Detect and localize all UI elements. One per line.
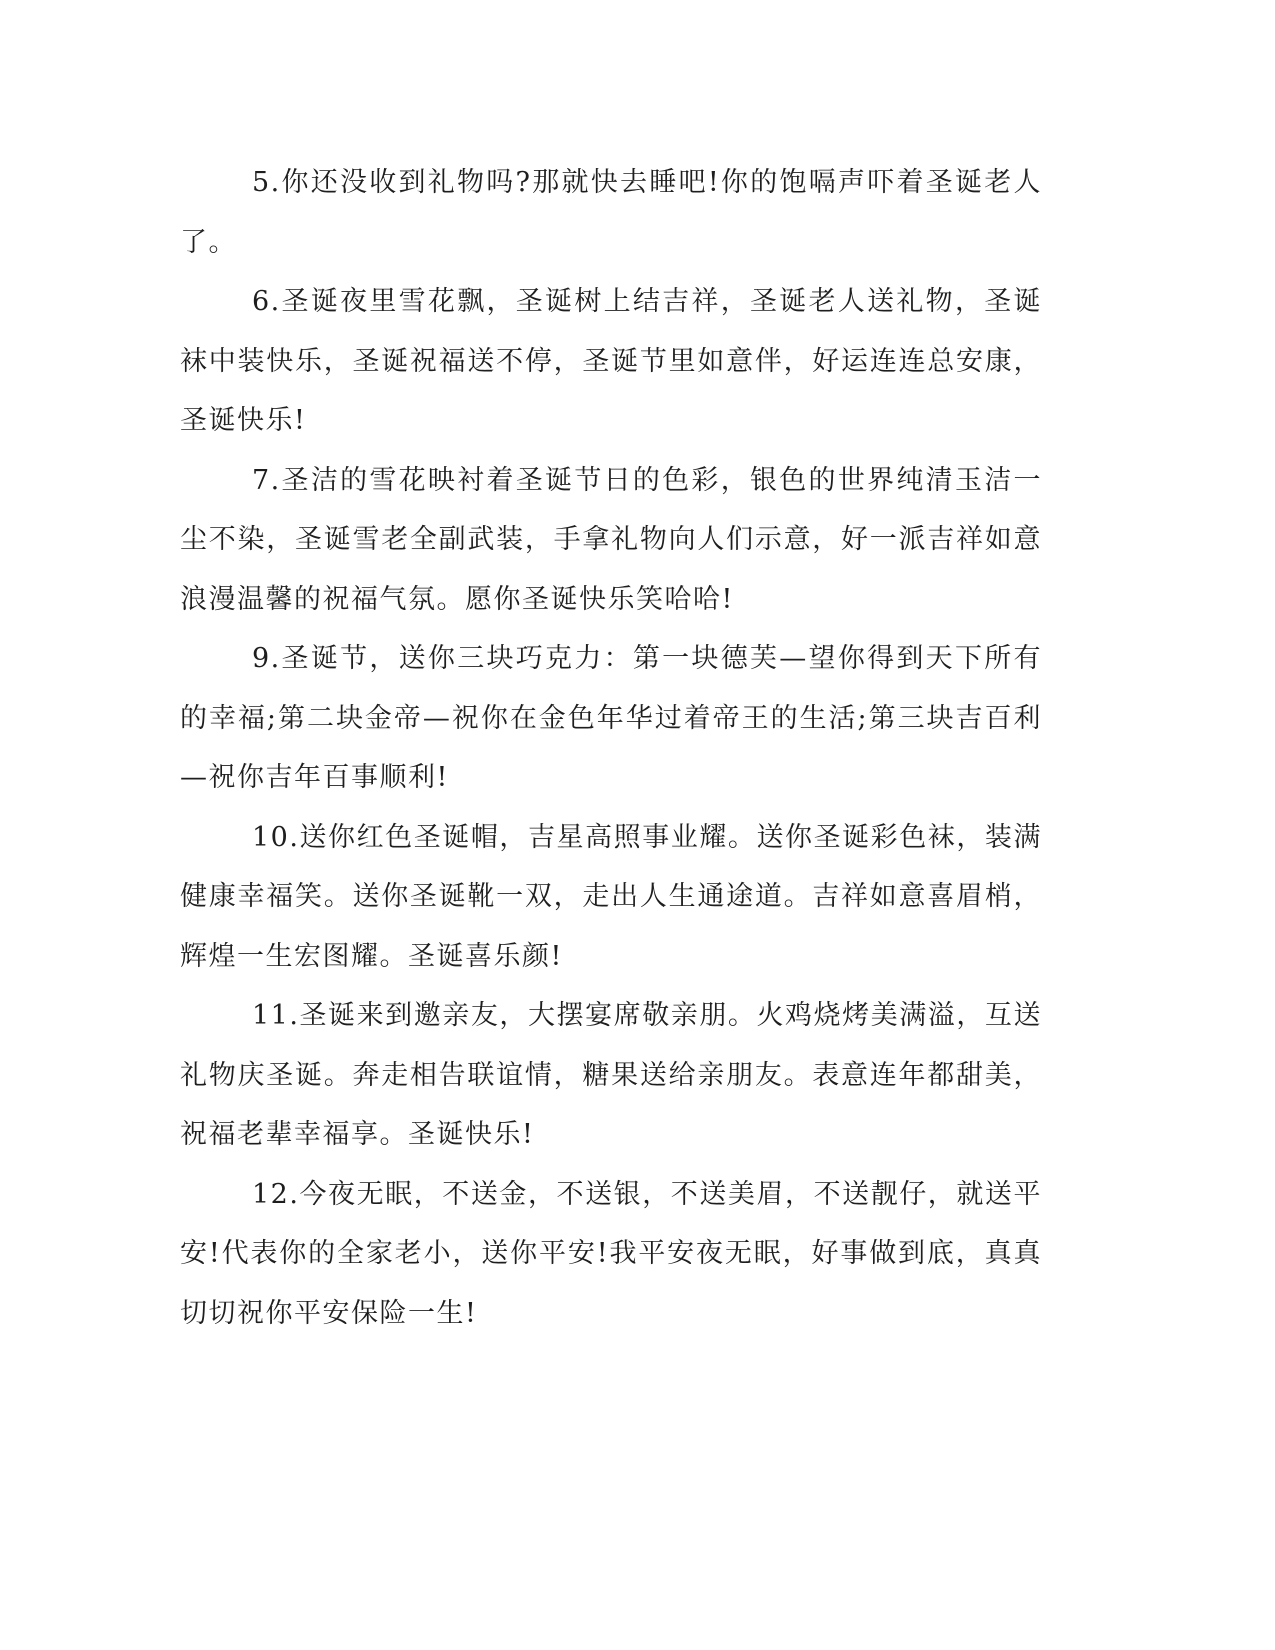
paragraph-12: 12.今夜无眠，不送金，不送银，不送美眉，不送靓仔，就送平安!代表你的全家老小，送你平安!我平安夜无眠，好事做到底，真真切切祝你平安保险一生! <box>180 1178 1042 1329</box>
paragraph-9: 9.圣诞节，送你三块巧克力：第一块德芙—望你得到天下所有的幸福;第二块金帝—祝你在金色年华过着帝王的生活;第三块吉百利—祝你吉年百事顺利! <box>180 643 1042 793</box>
document-body <box>180 153 1042 1343</box>
paragraph-10: 10.送你红色圣诞帽，吉星高照事业耀。送你圣诞彩色袜，装满健康幸福笑。送你圣诞靴一双，走出人生通途道。吉祥如意喜眉梢，辉煌一生宏图耀。圣诞喜乐颜! <box>180 821 1042 972</box>
paragraph-6: 6.圣诞夜里雪花飘，圣诞树上结吉祥，圣诞老人送礼物，圣诞袜中装快乐，圣诞祝福送不停，圣诞节里如意伴，好运连连总安康，圣诞快乐! <box>180 286 1042 436</box>
paragraph-11: 11.圣诞来到邀亲友，大摆宴席敬亲朋。火鸡烧烤美满溢，互送礼物庆圣诞。奔走相告联谊情，糖果送给亲朋友。表意连年都甜美，祝福老辈幸福享。圣诞快乐! <box>180 1000 1042 1150</box>
paragraph-5: 5.你还没收到礼物吗?那就快去睡吧!你的饱嗝声吓着圣诞老人了。 <box>180 167 1042 258</box>
paragraph-7: 7.圣洁的雪花映衬着圣诞节日的色彩，银色的世界纯清玉洁一尘不染，圣诞雪老全副武装，手拿礼物向人们示意，好一派吉祥如意浪漫温馨的祝福气氛。愿你圣诞快乐笑哈哈! <box>180 464 1042 615</box>
